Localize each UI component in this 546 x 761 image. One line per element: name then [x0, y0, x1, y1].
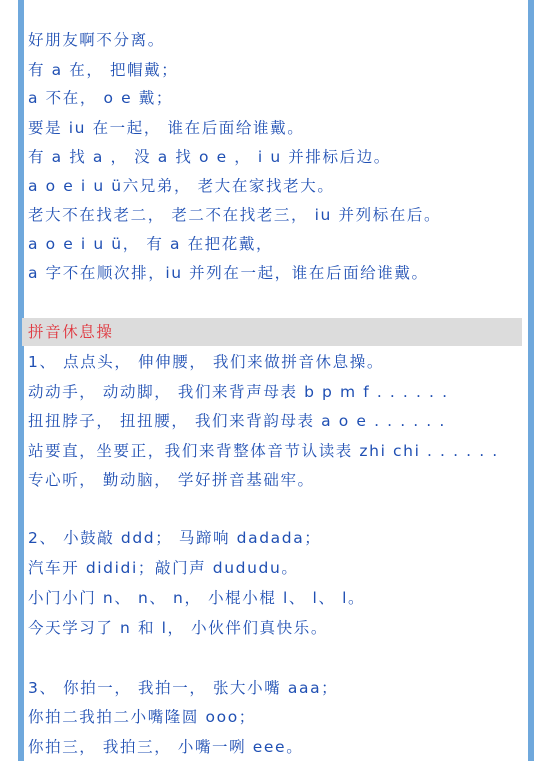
exercise-line: 小门小门 n、 n、 n， 小棍小棍 l、 l、 l。 [28, 589, 366, 607]
exercise-line: 3、 你拍一， 我拍一， 张大小嘴 aaa； [28, 679, 339, 697]
exercise-line: 站要直，坐要正，我们来背整体音节认读表 zhi chi . . . . . . [28, 442, 499, 460]
verse-line: 要是 iu 在一起， 谁在后面给谁戴。 [28, 119, 305, 137]
page-frame [18, 0, 534, 761]
exercise-line: 你拍二我拍二小嘴隆圆 ooo； [28, 708, 256, 726]
verse-line: 好朋友啊不分离。 [28, 31, 165, 49]
verse-line: a 不在， o e 戴； [28, 89, 173, 107]
section-title: 拼音休息操 [28, 323, 114, 341]
verse-line: a o e i u ü， 有 a 在把花戴， [28, 235, 274, 253]
verse-line: 有 a 在， 把帽戴； [28, 61, 179, 79]
exercise-line: 1、 点点头， 伸伸腰， 我们来做拼音休息操。 [28, 353, 384, 371]
exercise-line: 汽车开 dididi；敲门声 dududu。 [28, 559, 299, 577]
verse-line: 有 a 找 a ， 没 a 找 o e ， i u 并排标后边。 [28, 148, 391, 166]
exercise-line: 2、 小鼓敲 ddd； 马蹄响 dadada； [28, 529, 322, 547]
exercise-line: 今天学习了 n 和 l， 小伙伴们真快乐。 [28, 619, 328, 637]
verse-line: 老大不在找老二， 老二不在找老三， iu 并列标在后。 [28, 206, 442, 224]
exercise-line: 动动手， 动动脚， 我们来背声母表 b p m f . . . . . . [28, 383, 449, 401]
exercise-line: 专心听， 勤动脑， 学好拼音基础牢。 [28, 471, 315, 489]
verse-line: a 字不在顺次排，iu 并列在一起，谁在后面给谁戴。 [28, 264, 429, 282]
exercise-line: 扭扭脖子， 扭扭腰， 我们来背韵母表 a o e . . . . . . [28, 412, 446, 430]
exercise-line: 你拍三， 我拍三， 小嘴一咧 eee。 [28, 738, 304, 756]
verse-line: a o e i u ü六兄弟， 老大在家找老大。 [28, 177, 335, 195]
